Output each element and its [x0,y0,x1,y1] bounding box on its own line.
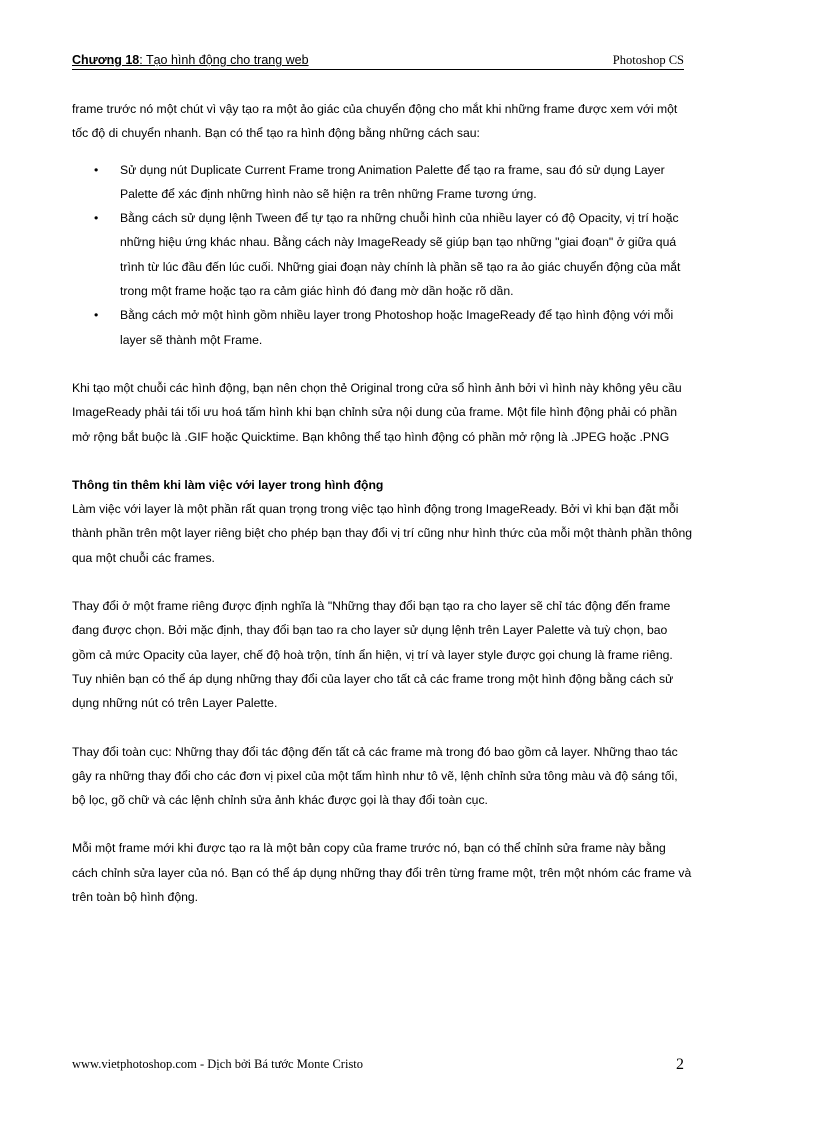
list-item [72,158,692,207]
section-heading: Thông tin thêm khi làm việc với layer trong hình động [72,477,384,492]
intro-paragraph: frame trước nó một chút vì vậy tạo ra một ảo giác của chuyển động cho mắt khi những frame được xem với một tốc độ di chuyển nhanh. Bạn có thể tạo ra hình động bằng những cách sau: [72,102,678,141]
section-paragraph: Thay đổi toàn cục: Những thay đổi tác động đến tất cả các frame mà trong đó bao gồm cả layer. Những thao tác gây ra những thay đổi cho các đơn vị pixel của một tấm hình như tô vẽ, lệnh chỉnh sửa tông màu và độ sáng tối, bộ lọc, gõ chữ và các lệnh chỉnh sửa ảnh khác được gọi là thay đổi toàn cục. [72,744,678,808]
chapter-heading [72,53,309,67]
footer-credit: www.vietphotoshop.com - Dịch bởi Bá tước Monte Cristo [72,1057,364,1071]
list-item [72,303,692,352]
chapter-label: Chương 18 [72,53,140,67]
bullet-icon: • [94,162,99,177]
section-paragraph: Thay đổi ở một frame riêng được định nghĩa là "Những thay đổi bạn tạo ra cho layer sẽ chỉ tác động đến frame đang được chọn. Bởi mặc định, thay đổi bạn tao ra cho layer sử dụng lệnh trên Layer Palette và tuỳ chọn, bao gồm cả mức Opacity của layer, chế độ hoà trộn, tính ẩn hiện, vị trí và layer style được gọi chung là frame riêng. Tuy nhiên bạn có thể áp dụng những thay đổi của layer cho tất cả các frame trong một hình động bằng cách sử dụng những nút có trên Layer Palette. [72,599,674,711]
section-paragraph: Mỗi một frame mới khi được tạo ra là một bản copy của frame trước nó, bạn có thể chỉnh sửa frame này bằng cách chỉnh sửa layer của nó. Bạn có thể áp dụng những thay đổi trên từng frame một, trên một nhóm các frame và trên toàn bộ hình động. [72,841,692,905]
spacer [72,570,692,594]
page-header [72,53,684,70]
list-item [72,206,692,303]
bullet-icon: • [94,308,99,323]
spacer [72,812,692,836]
chapter-title: : Tạo hình động cho trang web [139,53,309,67]
page-content [72,97,692,909]
bullet-icon: • [94,211,99,226]
list-item-text: Bằng cách sử dụng lệnh Tween để tự tạo ra những chuỗi hình của nhiều layer có độ Opacity, vị trí hoặc những hiệu ứng khác nhau. Bằng cách này ImageReady sẽ giúp bạn tạo những "giai đoạn" ở giữa quá trình từ lúc đầu đến lúc cuối. Những giai đoạn này chính là phần sẽ tạo ra ảo giác chuyển động của mắt trong một frame hoặc tạo ra cảm giác hình đó đang mờ dần hoặc rõ dần. [120,211,681,299]
book-title: Photoshop CS [612,53,684,67]
original-tab-paragraph: Khi tạo một chuỗi các hình động, bạn nên chọn thẻ Original trong cửa sổ hình ảnh bởi vì hình này không yêu cầu ImageReady phải tái tối ưu hoá tấm hình khi bạn chỉnh sửa nội dung của frame. Một file hình động phải có phần mở rộng bắt buộc là .GIF hoặc Quicktime. Bạn không thể tạo hình động có phần mở rộng là .JPEG hoặc .PNG [72,380,682,444]
list-item-text: Sử dụng nút Duplicate Current Frame trong Animation Palette để tạo ra frame, sau đó sử dụng Layer Palette để xác định những hình nào sẽ hiện ra trên những Frame tương ứng. [120,162,665,201]
section-paragraph: Làm việc với layer là một phần rất quan trọng trong việc tạo hình động trong ImageReady. Bởi vì khi bạn đặt mỗi thành phần trên một layer riêng biệt cho phép bạn thay đổi vị trí cũng như hình thức của mỗi một thành phần thông qua một chuỗi các frames. [72,502,692,565]
spacer [72,716,692,740]
list-item-text: Bằng cách mở một hình gồm nhiều layer trong Photoshop hoặc ImageReady để tạo hình động với mỗi layer sẽ thành một Frame. [120,308,674,347]
page-number: 2 [676,1056,684,1073]
methods-list [72,158,692,352]
spacer [72,449,692,473]
spacer [72,352,692,376]
